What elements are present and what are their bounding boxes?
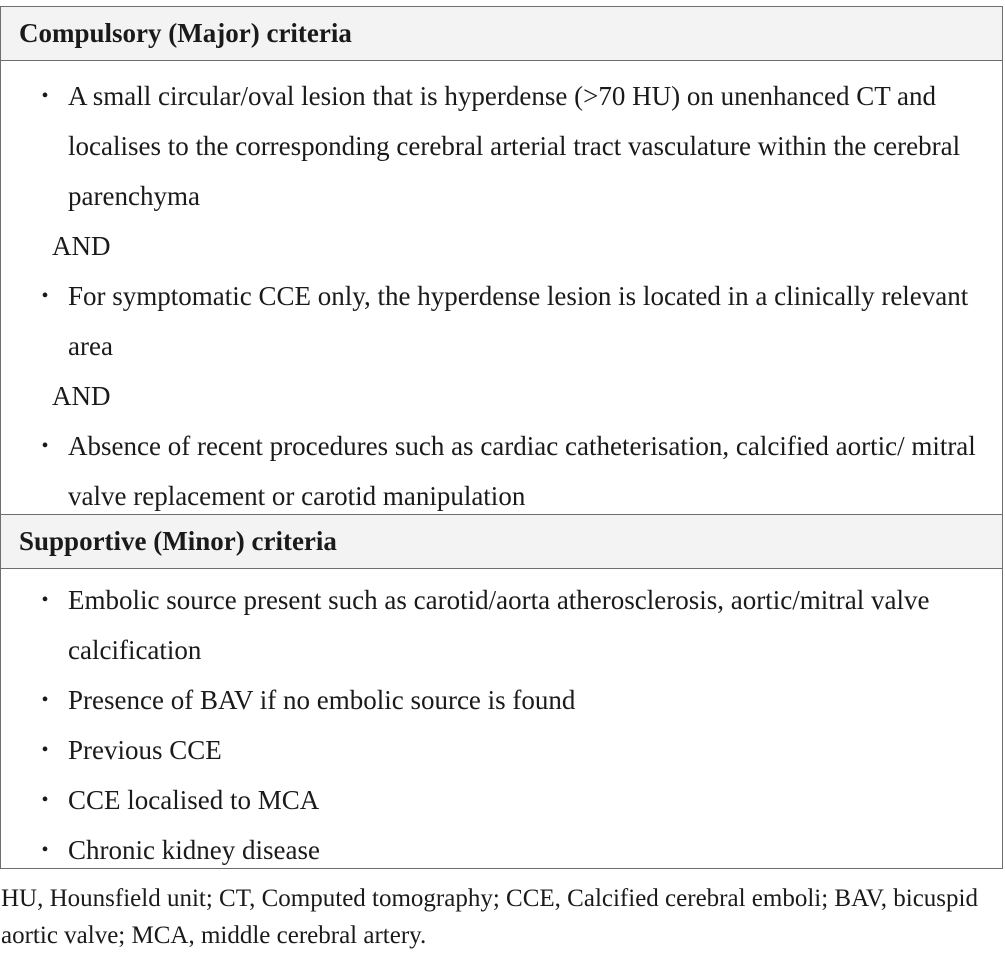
bullet-icon: •: [41, 589, 49, 611]
list-item: [39, 775, 990, 825]
bullet-icon: •: [41, 739, 49, 761]
list-item: [39, 575, 990, 675]
list-item: [39, 271, 990, 371]
list-item: [39, 421, 990, 521]
minor-criteria-list: [1, 569, 1002, 868]
and-connector: AND: [52, 381, 111, 411]
major-criteria-list: [1, 61, 1002, 515]
bullet-icon: •: [41, 839, 49, 861]
list-item-text: Previous CCE: [68, 735, 222, 765]
list-item-text: For symptomatic CCE only, the hyperdense lesion is located in a clinically relevant area: [68, 281, 969, 361]
bullet-icon: •: [41, 435, 49, 457]
bullet-icon: •: [41, 689, 49, 711]
list-item-text: Chronic kidney disease: [68, 835, 320, 865]
list-item-text: Embolic source present such as carotid/aorta atherosclerosis, aortic/mitral valve calcification: [68, 585, 930, 665]
major-criteria-header: Compulsory (Major) criteria: [1, 7, 1002, 61]
minor-criteria-header: Supportive (Minor) criteria: [1, 515, 1002, 569]
list-item-text: A small circular/oval lesion that is hyperdense (>70 HU) on unenhanced CT and localises to the corresponding cerebral arterial tract vasculature within the cerebral parenchyma: [68, 81, 961, 211]
list-item: [39, 71, 990, 221]
list-item-text: Presence of BAV if no embolic source is found: [68, 685, 576, 715]
list-item-text: CCE localised to MCA: [68, 785, 320, 815]
criteria-table: [0, 6, 1003, 869]
list-item: [39, 725, 990, 775]
and-connector: AND: [52, 231, 111, 261]
list-item-text: Absence of recent procedures such as cardiac catheterisation, calcified aortic/ mitral valve replacement or carotid manipulation: [68, 431, 976, 511]
bullet-icon: •: [41, 789, 49, 811]
list-item: [39, 675, 990, 725]
list-item: [39, 825, 990, 875]
table-footnote: HU, Hounsfield unit; CT, Computed tomography; CCE, Calcified cerebral emboli; BAV, bicuspid aortic valve; MCA, middle cerebral artery.: [1, 885, 978, 949]
bullet-icon: •: [41, 85, 49, 107]
bullet-icon: •: [41, 285, 49, 307]
